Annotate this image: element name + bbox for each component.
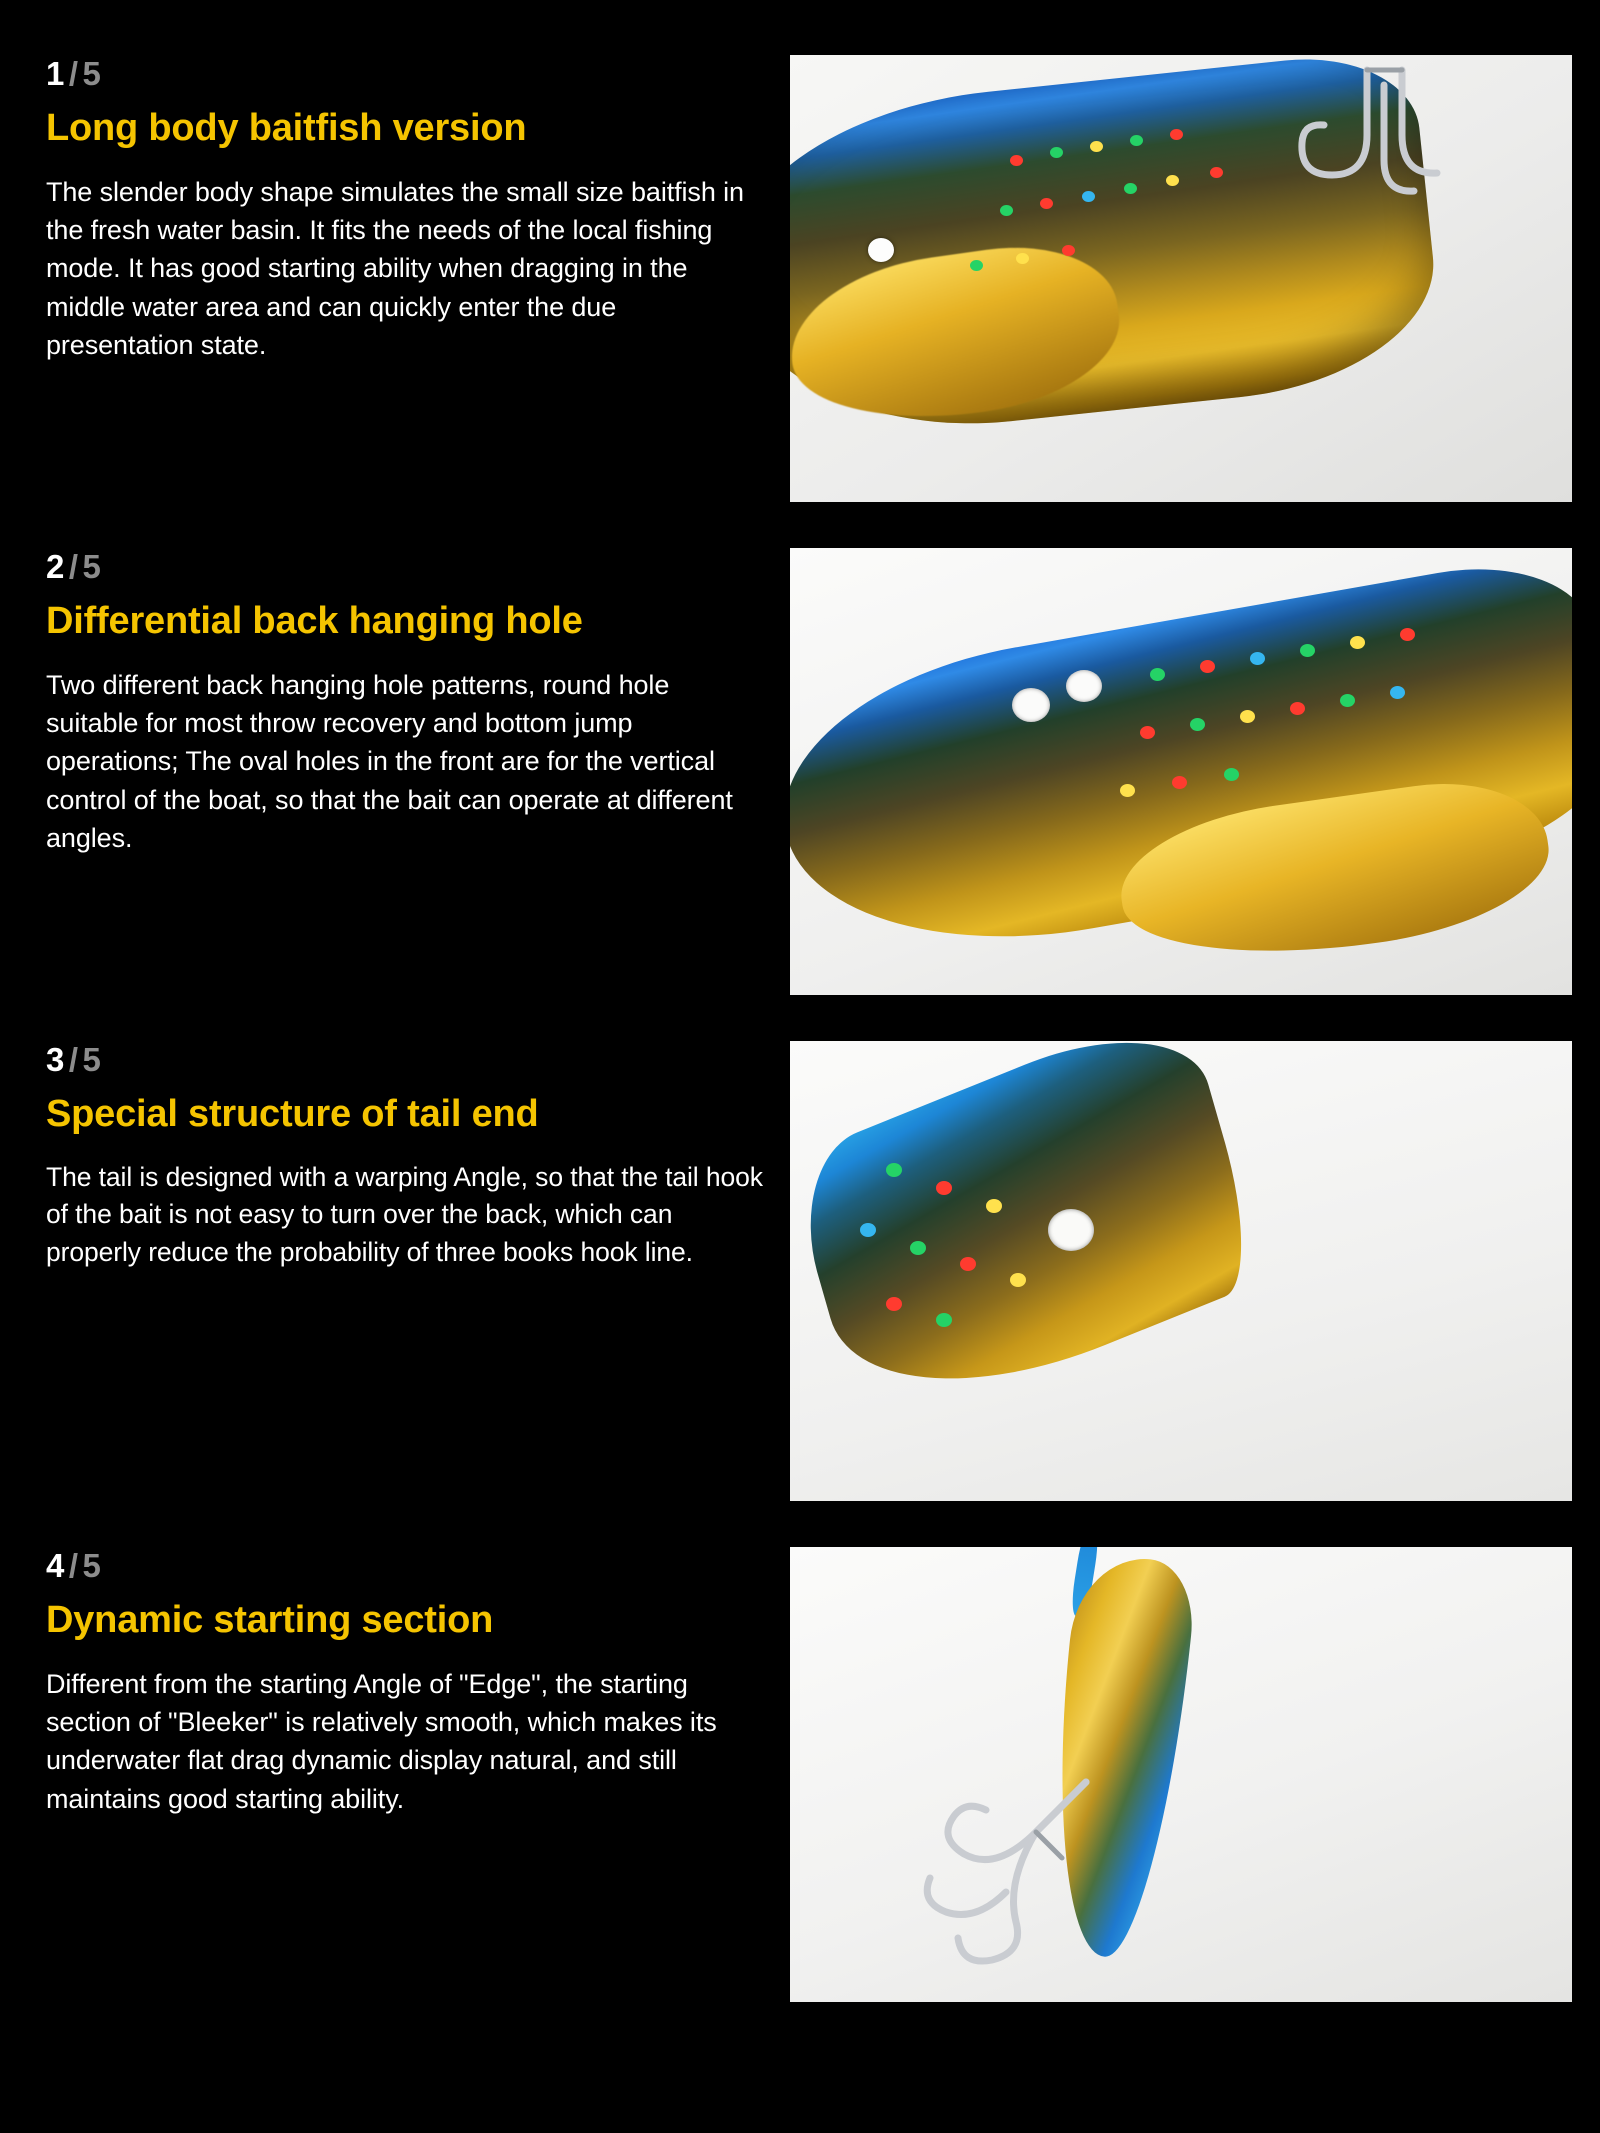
lure-spot: [1050, 147, 1063, 158]
feature-title-4: Dynamic starting section: [46, 1599, 494, 1641]
lure-spot: [1150, 668, 1165, 681]
feature-image-col-4: [790, 1547, 1572, 2002]
feature-body-2: Two different back hanging hole patterns, round hole suitable for most throw recovery and bottom jump operations; The oval holes in the front are for the vertical control of the boat, so that the bait can operate at different angles.: [46, 669, 733, 853]
feature-image-col-1: [790, 55, 1572, 502]
lure-spot: [960, 1257, 976, 1271]
lure-eye-1: [868, 238, 894, 262]
back-hanging-hole-round: [1012, 688, 1050, 722]
lure-spot: [1010, 1273, 1026, 1287]
lure-spot: [1200, 660, 1215, 673]
lure-spot: [1040, 198, 1053, 209]
step-index-4: [30, 1547, 766, 1585]
feature-text-3: [30, 1041, 790, 1272]
lure-spot: [860, 1223, 876, 1237]
lure-spot: [910, 1241, 926, 1255]
lure-spot: [1140, 726, 1155, 739]
lure-spot: [1120, 784, 1135, 797]
lure-spot: [1340, 694, 1355, 707]
feature-image-col-3: [790, 1041, 1572, 1501]
lure-spot: [1016, 253, 1029, 264]
step-separator-1: /: [68, 55, 79, 92]
lure-spot: [1290, 702, 1305, 715]
lure-spot: [936, 1181, 952, 1195]
lure-spot: [970, 260, 983, 271]
feature-section-4: [0, 1547, 1600, 2002]
feature-body-3: The tail is designed with a warping Angle, so that the tail hook of the bait is not easy to turn over the back, which can properly reduce the probability of three books hook line.: [46, 1161, 763, 1267]
lure-spot: [1166, 175, 1179, 186]
lure-spot: [1400, 628, 1415, 641]
step-total-3: 5: [82, 1041, 102, 1078]
lure-spot: [1000, 205, 1013, 216]
lure-spot: [936, 1313, 952, 1327]
feature-title-2: Differential back hanging hole: [46, 600, 583, 642]
feature-photo-3: [790, 1041, 1572, 1501]
lure-spot: [1082, 191, 1095, 202]
step-index-1: [30, 55, 766, 93]
feature-section-2: [0, 548, 1600, 995]
lure-spot: [886, 1297, 902, 1311]
lure-spot: [1390, 686, 1405, 699]
feature-body-1: The slender body shape simulates the small size baitfish in the fresh water basin. It fits the needs of the local fishing mode. It has good starting ability when dragging in the middle water area and can quickly enter the due presentation state.: [46, 176, 744, 360]
feature-image-col-2: [790, 548, 1572, 995]
step-total-4: 5: [82, 1547, 102, 1584]
lure-spot: [1090, 141, 1103, 152]
lure-spot: [1170, 129, 1183, 140]
lure-spot: [1130, 135, 1143, 146]
feature-section-1: [0, 55, 1600, 502]
lure-spot: [1224, 768, 1239, 781]
feature-text-1: [30, 55, 790, 364]
lure-spot: [1210, 167, 1223, 178]
lure-spot: [1124, 183, 1137, 194]
feature-body-4: Different from the starting Angle of "Edge", the starting section of "Bleeker" is relatively smooth, which makes its underwater flat drag dynamic display natural, and still maintains good starting ability.: [46, 1668, 717, 1814]
step-total-1: 5: [82, 55, 102, 92]
tail-hole: [1048, 1209, 1094, 1251]
lure-spot: [1010, 155, 1023, 166]
step-index-3: [30, 1041, 766, 1079]
step-total-2: 5: [82, 548, 102, 585]
lure-spot: [1190, 718, 1205, 731]
lure-spot: [1172, 776, 1187, 789]
step-separator-4: /: [68, 1547, 79, 1584]
lure-spot: [1240, 710, 1255, 723]
step-separator-2: /: [68, 548, 79, 585]
feature-section-3: [0, 1041, 1600, 1501]
feature-title-3: Special structure of tail end: [46, 1093, 539, 1135]
lure-spot: [1250, 652, 1265, 665]
step-number-4: 4: [46, 1547, 65, 1584]
step-number-2: 2: [46, 548, 65, 585]
feature-photo-1: [790, 55, 1572, 502]
lure-spot: [986, 1199, 1002, 1213]
lure-spot: [1062, 245, 1075, 256]
feature-photo-4: [790, 1547, 1572, 2002]
lure-spot: [886, 1163, 902, 1177]
lure-spot: [1300, 644, 1315, 657]
step-index-2: [30, 548, 766, 586]
feature-text-4: [30, 1547, 790, 1818]
feature-title-1: Long body baitfish version: [46, 107, 527, 149]
treble-hook-icon-1: [1272, 65, 1452, 215]
step-separator-3: /: [68, 1041, 79, 1078]
back-hanging-hole-oval: [1066, 670, 1102, 702]
step-number-3: 3: [46, 1041, 65, 1078]
feature-photo-2: [790, 548, 1572, 995]
treble-hook-icon-4: [886, 1772, 1116, 2002]
feature-text-2: [30, 548, 790, 857]
lure-spot: [1350, 636, 1365, 649]
step-number-1: 1: [46, 55, 65, 92]
